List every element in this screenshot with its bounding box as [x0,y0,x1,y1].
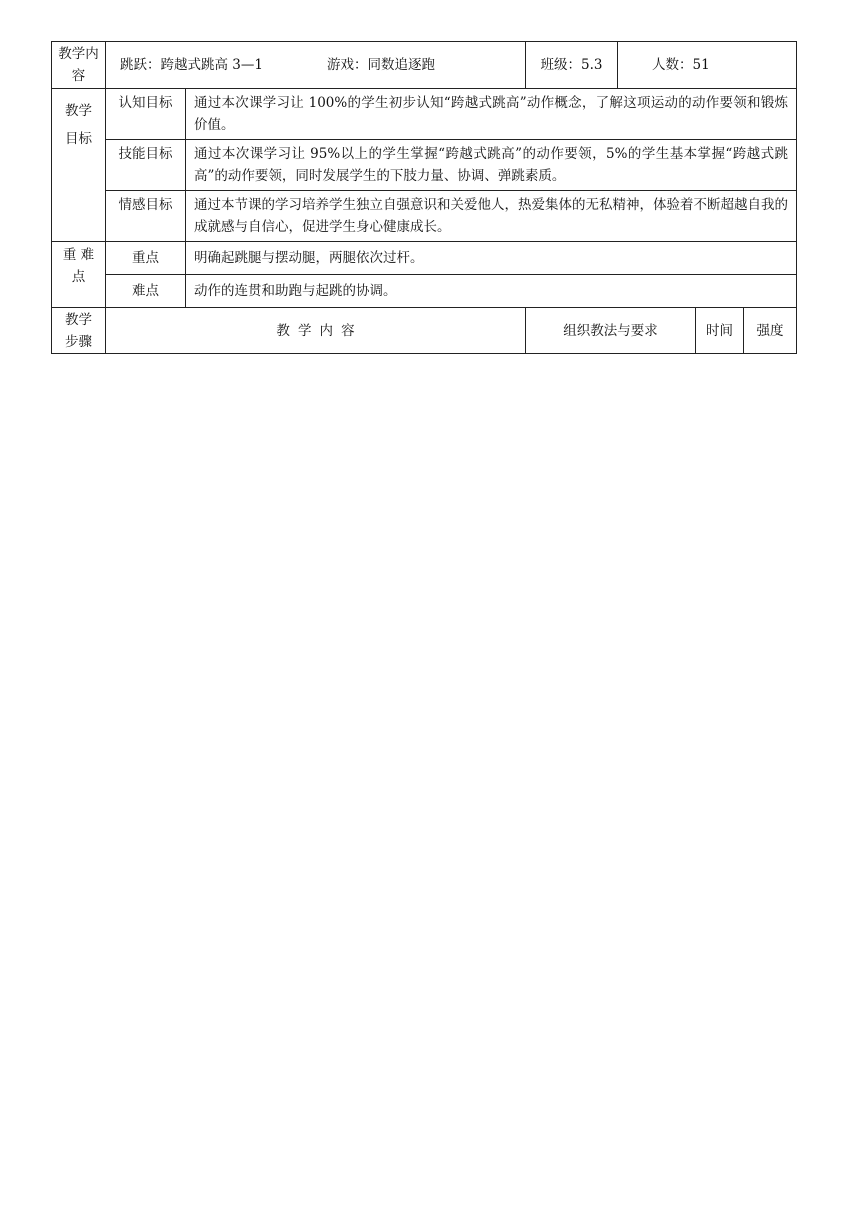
lesson-plan-sheet [51,41,796,354]
class-info: 班级：5.3 [540,57,603,73]
col-header-content-text: 教学内容 [276,322,363,339]
content-label-text: 教学内容 [58,46,99,84]
key-point-label: 重点 [106,242,186,275]
objective-label: 技能目标 [106,140,186,191]
objective-row-skill [52,140,797,191]
key-points-label-top: 重 难 [62,247,95,263]
key-points-label-bottom: 点 [71,269,86,285]
steps-label [52,308,106,354]
col-header-content [106,308,526,354]
objectives-label-bottom: 目标 [65,131,92,147]
key-point-text: 明确起跳腿与摆动腿，两腿依次过杆。 [186,242,797,275]
key-points-group-label [52,242,106,308]
class-info-cell [526,42,618,89]
difficulty-row [52,275,797,308]
steps-label-top: 教学 [65,311,92,328]
difficulty-label: 难点 [106,275,186,308]
objective-text: 通过本节课的学习培养学生独立自强意识和关爱他人，热爱集体的无私精神，体验着不断超越自我的成就感与自信心，促进学生身心健康成长。 [186,191,797,242]
objective-row-cognitive [52,89,797,140]
content-label [52,42,106,89]
objective-text: 通过本次课学习让 100%的学生初步认知“跨越式跳高”动作概念，了解这项运动的动作要领和锻炼价值。 [186,89,797,140]
steps-label-bottom: 步骤 [65,333,92,350]
content-line1: 跳跃：跨越式跳高 3—1 [120,57,263,73]
col-header-time: 时间 [696,308,744,354]
content-cell [106,42,526,89]
objective-row-emotion [52,191,797,242]
content-row [52,42,797,89]
objectives-label-top: 教学 [65,103,92,119]
col-header-method: 组织教法与要求 [526,308,696,354]
objective-label: 情感目标 [106,191,186,242]
difficulty-text: 动作的连贯和助跑与起跳的协调。 [186,275,797,308]
objective-label: 认知目标 [106,89,186,140]
lesson-plan-table [51,41,797,354]
steps-header-row [52,308,797,354]
key-point-row [52,242,797,275]
objective-text: 通过本次课学习让 95%以上的学生掌握“跨越式跳高”的动作要领，5%的学生基本掌握“跨越式跳高”的动作要领，同时发展学生的下肢力量、协调、弹跳素质。 [186,140,797,191]
count-info: 人数：51 [652,57,710,73]
count-info-cell [618,42,797,89]
col-header-intensity: 强度 [744,308,797,354]
content-line2: 游戏：同数追逐跑 [326,57,435,73]
objectives-group-label [52,89,106,242]
